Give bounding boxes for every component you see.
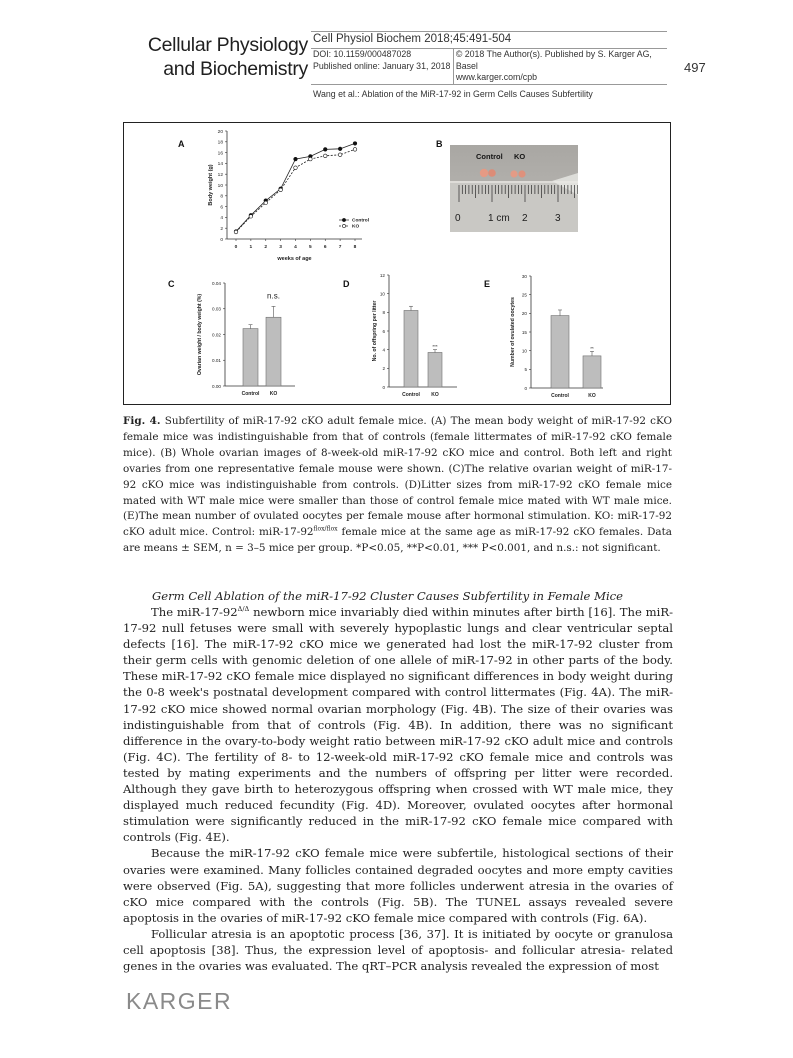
ruler-label-0: 0 <box>455 213 461 224</box>
svg-text:**: ** <box>590 345 594 351</box>
svg-text:20: 20 <box>217 129 223 135</box>
svg-text:Control: Control <box>352 218 370 224</box>
chart-c-ovarian-weight <box>190 268 315 400</box>
figure-caption <box>123 414 672 557</box>
svg-text:0: 0 <box>524 385 527 391</box>
svg-text:0: 0 <box>234 245 238 250</box>
publication-info <box>311 48 667 85</box>
photo-label-control: Control <box>476 152 503 161</box>
figure-caption-text-2: 92 <box>300 526 314 539</box>
figure-caption-text-3: female mice at the same age as miR-17-92 cKO females. Data are means ± SEM, n = 3–5 mice per group. *P<0.05, **P<0.01, *** P<0.001, and n.s.: not significant. <box>123 526 672 555</box>
karger-logo: KARGER <box>126 988 233 1014</box>
svg-text:Ovarian weight / body weight (: Ovarian weight / body weight (%) <box>197 293 203 376</box>
svg-text:weeks of age: weeks of age <box>277 256 312 262</box>
panel-label-b: B <box>436 139 443 149</box>
paragraph-1-start: The miR-17-92 <box>151 605 238 619</box>
svg-text:Control: Control <box>551 393 569 399</box>
chart-e-ovulated-oocytes <box>503 268 613 400</box>
ruler-label-2: 2 <box>522 213 528 224</box>
svg-text:10: 10 <box>521 348 527 354</box>
panel-label-c: C <box>168 279 175 289</box>
panel-label-e: E <box>484 279 491 289</box>
svg-text:20: 20 <box>521 311 527 317</box>
citation-block <box>311 31 667 100</box>
svg-text:12: 12 <box>379 272 385 278</box>
svg-text:Control: Control <box>402 392 420 398</box>
journal-name <box>112 33 308 81</box>
chart-a-body-weight <box>195 124 395 264</box>
svg-text:6: 6 <box>220 205 223 211</box>
svg-text:3: 3 <box>279 245 282 250</box>
svg-text:Number of ovulated oocytes: Number of ovulated oocytes <box>510 297 516 367</box>
paragraph-2: Because the miR-17-92 cKO female mice were subfertile, histological sections of their ovaries were examined. Many follicles contained degraded oocytes and more empty cavities were observed (Fig. 5A), suggesting that more follicles underwent atresia in the ovaries of cKO mice compared with the controls (Fig. 5B). The TUNEL assays revealed severe apoptosis in the ovaries of miR-17-92 cKO female mice compared with controls (Fig. 6A). <box>123 846 673 925</box>
svg-text:2: 2 <box>220 227 223 232</box>
section-heading: Germ Cell Ablation of the miR-17-92 Cluster Causes Subfertility in Female Mice <box>152 589 624 603</box>
svg-text:KO: KO <box>431 392 439 398</box>
ruler-illustration <box>450 145 578 232</box>
svg-text:25: 25 <box>521 292 527 298</box>
svg-text:No. of offspring per litter: No. of offspring per litter <box>372 300 378 362</box>
journal-name-line2: and Biochemistry <box>163 58 308 80</box>
svg-text:0.01: 0.01 <box>212 358 221 364</box>
journal-name-line1: Cellular Physiology <box>147 34 308 56</box>
svg-text:0: 0 <box>382 384 385 390</box>
paragraph-3: Follicular atresia is an apoptotic process [36, 37]. It is initiated by oocyte or granulosa cell apoptosis [38]. Thus, the expression level of apoptosis- and follicular atresia- related genes in the ovaries was evaluated. The qRT–PCR analysis revealed the expression of most <box>123 926 673 974</box>
figure-caption-label: Fig. 4. <box>123 415 161 427</box>
running-title: Wang et al.: Ablation of the MiR-17-92 in Germ Cells Causes Subfertility <box>313 88 593 99</box>
copyright: © 2018 The Author(s). Published by S. Karger AG, Basel <box>455 49 652 71</box>
svg-text:4: 4 <box>294 245 297 250</box>
svg-text:6: 6 <box>323 245 327 250</box>
ovary-photo <box>450 145 578 232</box>
paragraph-1 <box>123 604 673 845</box>
svg-text:15: 15 <box>521 329 527 335</box>
svg-text:5: 5 <box>309 245 312 250</box>
svg-text:10: 10 <box>217 183 223 189</box>
body-text <box>123 604 673 974</box>
svg-text:30: 30 <box>521 273 527 279</box>
svg-text:2: 2 <box>382 366 385 372</box>
doi[interactable]: DOI: 10.1159/000487028 <box>313 49 412 59</box>
svg-text:4: 4 <box>382 347 385 353</box>
svg-text:7: 7 <box>338 245 342 250</box>
publication-info-right <box>454 49 667 84</box>
photo-label-ko: KO <box>514 152 526 161</box>
svg-text:0.00: 0.00 <box>212 383 221 389</box>
paragraph-1-superscript: Δ/Δ <box>237 605 250 614</box>
svg-text:Body weight (g): Body weight (g) <box>208 164 214 206</box>
panel-label-d: D <box>343 279 350 289</box>
svg-text:4: 4 <box>220 216 223 222</box>
svg-text:***: *** <box>432 344 438 350</box>
figure-caption-superscript: flox/flox <box>313 525 338 533</box>
journal-website-link[interactable]: www.karger.com/cpb <box>455 72 537 82</box>
svg-text:18: 18 <box>217 140 223 146</box>
paragraph-1-rest: newborn mice invariably died within minutes after birth [16]. The miR-17-92 null fetuses were small with severely hypoplastic lungs and clear ventricular septal defects [16]. The miR-17-92 cKO mice we generated had lost the miR-17-92 cluster from their germ cells with genomic deletion of one allele of miR-17-92 in other parts of the body. These miR-17-92 cKO female mice displayed no significant differences in body weight during the 0-8 week's postnatal development compared with control littermates (Fig. 4A). The miR-17-92 cKO mice showed normal ovarian morphology (Fig. 4B). The size of their ovaries was indistinguishable from that of controls (Fig. 4B). In addition, there was no significant difference in the ovary-to-body weight ratio between miR-17-92 cKO adult mice and controls (Fig. 4C). The fertility of 8- to 12-week-old miR-17-92 cKO female mice and controls was tested by mating experiments and the numbers of offspring per litter were recorded. Although they gave birth to heterozygous offspring when crossed with WT male mice, they displayed much reduced fecundity (Fig. 4D). Moreover, ovulated oocytes after hormonal stimulation were significantly reduced in the miR-17-92 cKO female mice compared with controls (Fig. 4E). <box>123 605 673 845</box>
panel-label-a: A <box>178 139 185 149</box>
svg-text:1: 1 <box>249 245 253 250</box>
svg-text:KO: KO <box>588 393 596 399</box>
svg-text:8: 8 <box>382 310 385 316</box>
publication-info-left <box>311 49 454 84</box>
svg-text:KO: KO <box>352 224 360 230</box>
svg-text:0.04: 0.04 <box>212 280 221 286</box>
svg-text:n.s.: n.s. <box>267 291 280 301</box>
svg-text:8: 8 <box>220 194 223 200</box>
ruler-label-1cm: 1 cm <box>488 213 510 224</box>
svg-text:5: 5 <box>524 367 527 373</box>
svg-text:0.03: 0.03 <box>212 306 221 312</box>
ruler-label-3: 3 <box>555 213 561 224</box>
svg-text:Control: Control <box>241 391 260 397</box>
svg-text:16: 16 <box>217 151 223 157</box>
svg-text:10: 10 <box>379 291 385 297</box>
svg-text:14: 14 <box>217 162 223 168</box>
svg-text:0: 0 <box>220 237 223 243</box>
svg-text:8: 8 <box>353 245 357 250</box>
published-date: Published online: January 31, 2018 <box>313 60 451 71</box>
page-number: 497 <box>684 60 706 75</box>
svg-text:6: 6 <box>382 328 385 334</box>
svg-text:KO: KO <box>269 391 278 397</box>
figure-caption-text: Subfertility of miR-17-92 cKO adult female mice. (A) The mean body weight of miR-17-92 cKO female mice was indistinguishable from that of controls (female littermates of miR-17-92 cKO female mice). (B) Whole ovarian images of 8-week-old miR-17-92 cKO mice and control. Both left and right ovaries from one representative female mouse were shown. (C)The relative ovarian weight of miR-17-92 cKO mice was indistinguishable from controls. (D)Litter sizes from miR-17-92 cKO female mice mated with WT male mice were smaller than those of control female mice mated with WT male mice. (E)The mean number of ovulated oocytes per female mouse after hormonal stimulation. KO: miR-17-92 cKO adult mice. Control: miR-17- <box>123 415 673 539</box>
citation: Cell Physiol Biochem 2018;45:491-504 <box>311 31 667 48</box>
svg-text:12: 12 <box>217 173 223 178</box>
svg-text:2: 2 <box>264 245 268 250</box>
chart-d-litter-size <box>372 268 472 400</box>
svg-text:0.02: 0.02 <box>212 332 221 338</box>
